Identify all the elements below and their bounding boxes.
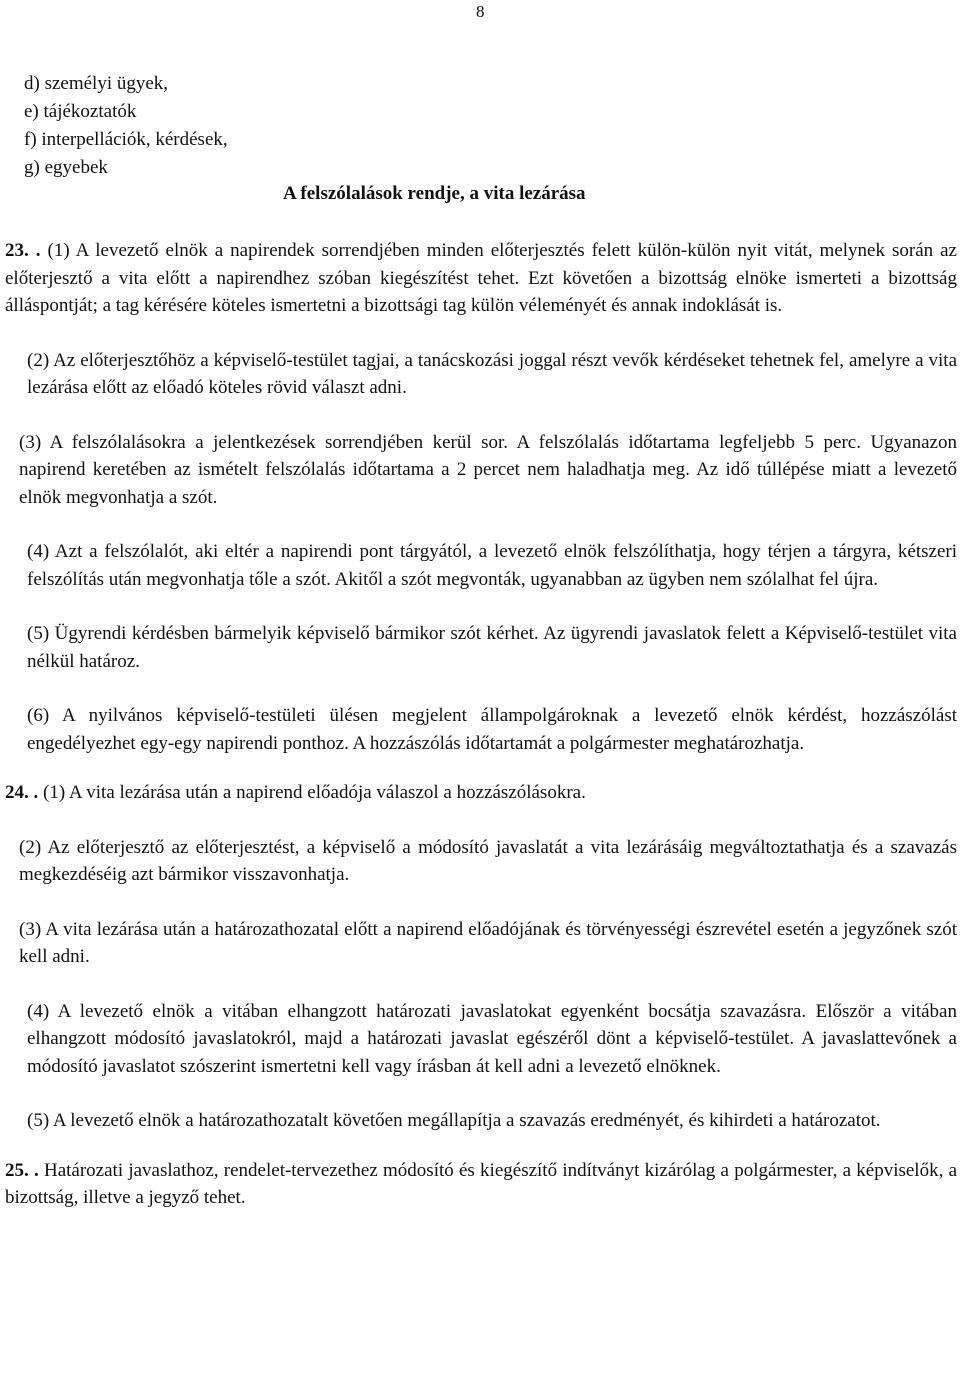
section-23-paragraph-6: (6) A nyilvános képviselő-testületi ülésen megjelent állampolgároknak a levezető elnök kérdést, hozzászólást engedélyezhet egy-egy napirendi ponthoz. A hozzászólás időtartamát a polgármester meghatározhatja. <box>27 705 957 754</box>
section-title: A felszólalások rendje, a vita lezárása <box>283 183 586 204</box>
section-23-paragraph-1 <box>5 237 957 320</box>
agenda-list <box>24 70 228 182</box>
list-item: d) személyi ügyek, <box>24 73 169 94</box>
section-23-paragraph-2: (2) Az előterjesztőhöz a képviselő-testület tagjai, a tanácskozási joggal részt vevők kérdéseket tehetnek fel, amelyre a vita lezárása előtt az előadó köteles rövid választ adni. <box>27 349 957 398</box>
section-24-paragraph-1 <box>5 779 957 807</box>
section-25-paragraph-1 <box>5 1157 957 1212</box>
section-number: 25. . <box>5 1159 39 1181</box>
list-item: e) tájékoztatók <box>24 101 137 122</box>
section-24-paragraph-2: (2) Az előterjesztő az előterjesztést, a képviselő a módosító javaslatát a vita lezárásáig megváltoztathatja és a szavazás megkezdéséig azt bármikor visszavonhatja. <box>19 836 957 885</box>
section-24-paragraph-3: (3) A vita lezárása után a határozathozatal előtt a napirend előadójának és törvényességi észrevétel esetén a jegyzőnek szót kell adni. <box>19 918 957 967</box>
section-23-paragraph-4: (4) Azt a felszólalót, aki eltér a napirendi pont tárgyától, a levezető elnök felszólíthatja, hogy térjen a tárgyra, kétszeri felszólítás után megvonhatja tőle a szót. Akitől a szót megvonták, ugyanabban az ügyben nem szólalhat fel újra. <box>27 541 957 590</box>
page-number: 8 <box>476 2 485 21</box>
document-body <box>5 237 957 1212</box>
list-item: g) egyebek <box>24 157 108 178</box>
paragraph-text: (1) A levezető elnök a napirendek sorrendjében minden előterjesztés felett külön-külön nyit vitát, melynek során az előterjesztő a vita előtt a napirendhez szóban kiegészítést tehet. Ezt követően a bizottság elnöke ismerteti a bizottság álláspontját; a tag kérésére köteles ismertetni a bizottsági tag külön véleményét és annak indoklását is. <box>5 240 957 316</box>
section-number: 23. . <box>5 240 41 261</box>
section-23-paragraph-3: (3) A felszólalásokra a jelentkezések sorrendjében kerül sor. A felszólalás időtartama legfeljebb 5 perc. Ugyanazon napirend keretében az ismételt felszólalás időtartama a 2 percet nem haladhatja meg. Az idő túllépése miatt a levezető elnök megvonhatja a szót. <box>19 431 957 508</box>
paragraph-text: Határozati javaslathoz, rendelet-tervezethez módosító és kiegészítő indítványt kizárólag a polgármester, a képviselők, a bizottság, illetve a jegyző tehet. <box>5 1159 958 1208</box>
section-number: 24. . <box>5 782 39 803</box>
section-24-paragraph-5: (5) A levezető elnök a határozathozatalt követően megállapítja a szavazás eredményét, és kihirdeti a határozatot. <box>27 1110 881 1131</box>
section-23-paragraph-5: (5) Ügyrendi kérdésben bármelyik képviselő bármikor szót kérhet. Az ügyrendi javaslatok felett a Képviselő-testület vita nélkül határoz. <box>27 623 957 672</box>
paragraph-text: (1) A vita lezárása után a napirend előadója válaszol a hozzászólásokra. <box>38 782 586 803</box>
list-item: f) interpellációk, kérdések, <box>24 129 228 150</box>
section-24-paragraph-4: (4) A levezető elnök a vitában elhangzott határozati javaslatokat egyenként bocsátja szavazásra. Először a vitában elhangzott módosító javaslatokról, majd a határozati javaslat egészéről dönt a képviselő-testület. A javaslattevőnek a módosító javaslatot szószerint ismertetni kell vagy írásban át kell adni a levezető elnöknek. <box>27 1000 957 1077</box>
